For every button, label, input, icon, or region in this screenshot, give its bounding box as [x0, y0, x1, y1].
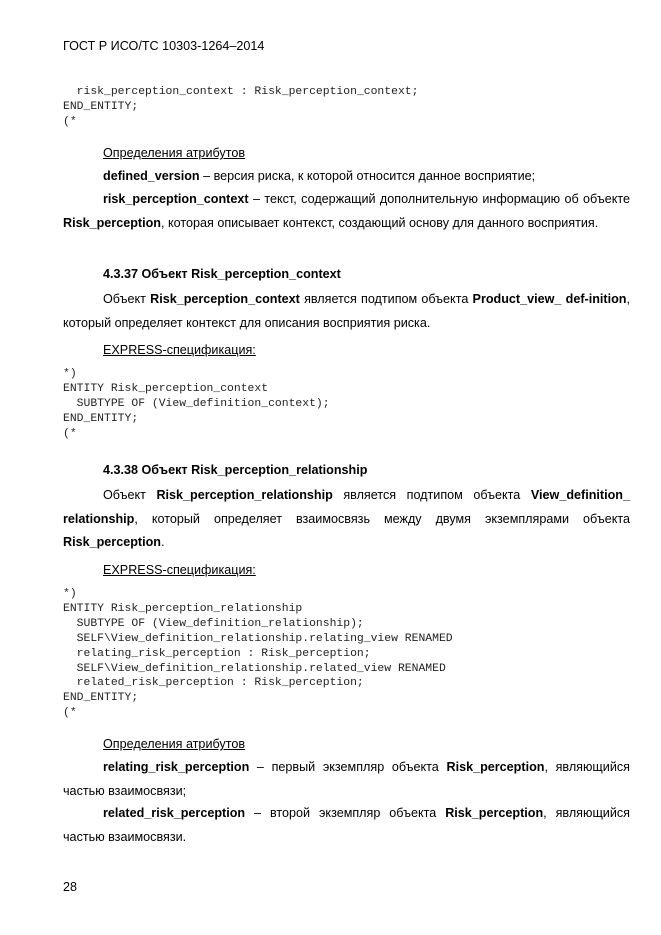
paragraph-text: Объект: [103, 292, 151, 306]
paragraph-text: является подтипом объекта: [299, 292, 473, 306]
section-heading: 4.3.38 Объект Risk_perception_relationship: [103, 463, 368, 477]
attribute-definition-paragraph: [63, 802, 630, 849]
entity-term: Risk_perception_context: [150, 292, 300, 306]
express-specification-heading: EXPRESS-спецификация:: [103, 563, 256, 577]
attribute-definitions-heading: Определения атрибутов: [103, 737, 246, 751]
attribute-definition-paragraph: [63, 756, 630, 803]
entity-term: Risk_perception: [63, 215, 161, 230]
paragraph-text: – текст, содержащий дополнительную информацию об объекте: [248, 192, 630, 206]
paragraph-text: является подтипом объекта: [332, 488, 531, 502]
entity-description-paragraph: [63, 484, 630, 555]
paragraph-text: Объект: [103, 488, 157, 502]
attribute-definitions-heading: Определения атрибутов: [103, 146, 246, 160]
entity-term: Risk_perception: [446, 760, 545, 774]
attribute-definition-paragraph: [63, 188, 630, 235]
paragraph-text: .: [160, 535, 165, 549]
paragraph-text: , являющийся частью взаимосвязи;: [63, 760, 630, 798]
paragraph-text: – первый экземпляр объекта: [249, 760, 447, 774]
express-code-block: *) ENTITY Risk_perception_relationship SUBTYPE OF (View_definition_relationship); SELF\View_definition_relationship.relating_view RENAMED relating_risk_perception : Risk_perception; SELF\View_definition_relationship.related_view RENAMED related_risk_perception : Risk_perception; END_ENTITY; (*: [63, 588, 453, 720]
paragraph-text: , который определяет контекст для описания восприятия риска.: [63, 292, 630, 330]
paragraph-text: , которая описывает контекст, создающий основу для данного восприятия.: [160, 215, 599, 230]
express-code-block: risk_perception_context : Risk_perception_context; END_ENTITY; (*: [63, 86, 419, 128]
express-code-block: *) ENTITY Risk_perception_context SUBTYPE OF (View_definition_context); END_ENTITY; (*: [63, 368, 330, 440]
attribute-term: defined_version: [103, 169, 200, 183]
section-heading: 4.3.37 Объект Risk_perception_context: [103, 267, 341, 281]
attribute-term: related_risk_perception: [103, 806, 246, 820]
attribute-term: relating_risk_perception: [103, 760, 250, 774]
entity-term: Risk_perception: [63, 535, 161, 549]
document-header: ГОСТ Р ИСО/ТС 10303-1264–2014: [63, 39, 265, 53]
paragraph-text: – версия риска, к которой относится данное восприятие;: [199, 169, 536, 183]
entity-term: View_definition_ relationship: [63, 488, 630, 526]
entity-description-paragraph: [63, 288, 630, 335]
express-specification-heading: EXPRESS-спецификация:: [103, 343, 256, 357]
attribute-definition-paragraph: [63, 165, 630, 189]
attribute-term: risk_perception_context: [103, 192, 249, 206]
paragraph-text: – второй экземпляр объекта: [245, 806, 446, 820]
paragraph-text: , который определяет взаимосвязь между двумя экземплярами объекта: [134, 511, 630, 526]
entity-term: Risk_perception: [445, 806, 544, 820]
entity-term: Product_view_ def-inition: [472, 292, 627, 306]
paragraph-text: , являющийся частью взаимосвязи.: [63, 806, 630, 844]
page-number: 28: [63, 880, 78, 894]
entity-term: Risk_perception_relationship: [156, 488, 333, 502]
